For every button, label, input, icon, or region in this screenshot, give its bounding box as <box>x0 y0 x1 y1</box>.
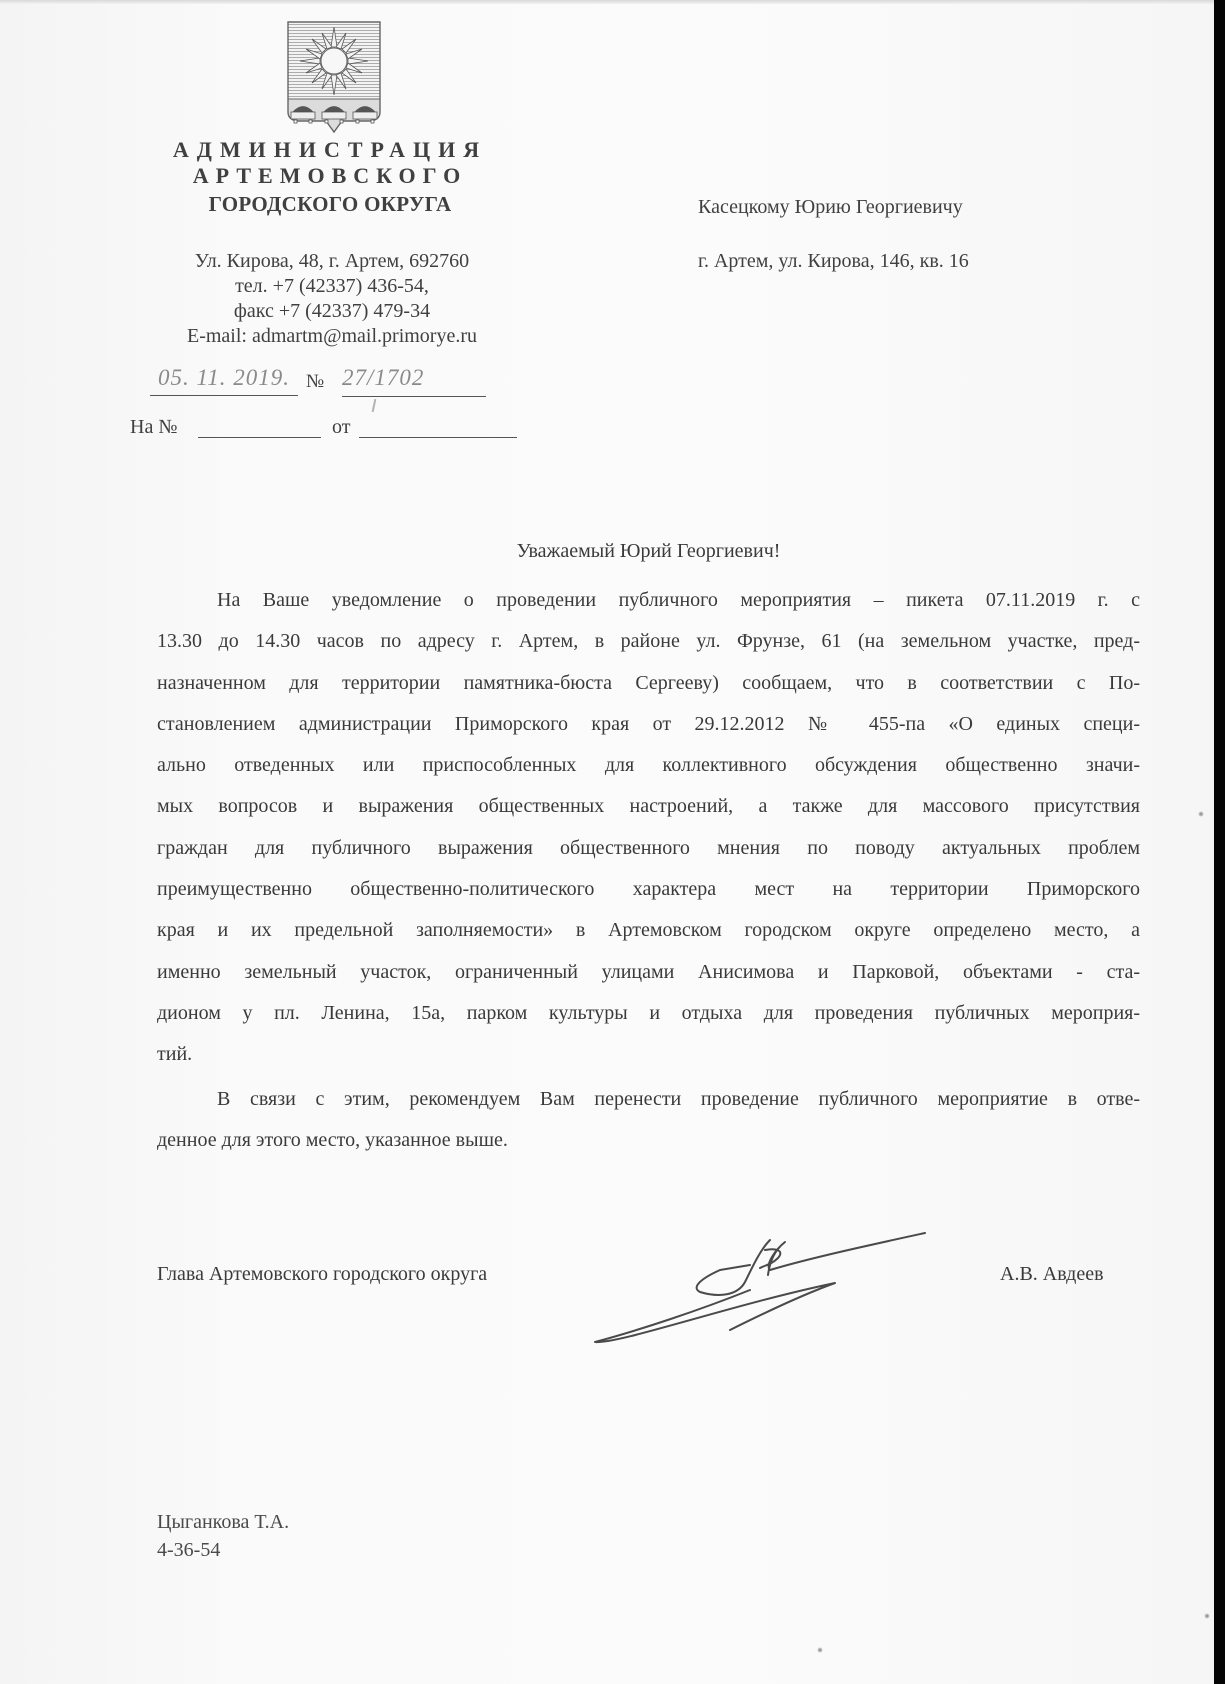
body-line: именно земельный участок, ограниченный улицами Анисимова и Парковой, объектами - ста- <box>157 960 1140 983</box>
body-line: края и их предельной заполняемости» в Артемовском городском округе определено место, а <box>157 919 1140 942</box>
org-email: E-mail: admartm@mail.primorye.ru <box>187 325 477 347</box>
body-line: ально отведенных или приспособленных для коллективного обсуждения общественно значи- <box>157 754 1140 777</box>
body-line: денное для этого место, указанное выше. <box>157 1129 508 1152</box>
body-line: граждан для публичного выражения общественного мнения по поводу актуальных проблем <box>157 836 1140 859</box>
org-name-line2: АРТЕМОВСКОГО <box>192 163 468 188</box>
body-line: В связи с этим, рекомендуем Вам перенести проведение публичного мероприятие в отве- <box>217 1088 1140 1110</box>
reference-number-blank <box>198 437 321 438</box>
reference-date-label: от <box>332 416 351 438</box>
executor-phone: 4-36-54 <box>157 1539 221 1561</box>
signature-icon <box>580 1220 940 1350</box>
outgoing-date-underline <box>150 395 298 396</box>
outgoing-date-handwritten: 05. 11. 2019. <box>157 365 291 390</box>
body-line: дионом у пл. Ленина, 15а, парком культуры и отдыха для проведения публичных мероприя- <box>157 1001 1140 1024</box>
outgoing-number-handwritten: 27/1702 <box>342 365 425 390</box>
body-line: тий. <box>157 1043 193 1066</box>
body-line: назначенном для территории памятника-бюста Сергееву) сообщаем, что в соответствии с По- <box>157 671 1140 694</box>
body-line: мых вопросов и выражения общественных настроений, а также для массового присутствия <box>157 795 1140 818</box>
scan-edge-strip <box>1214 0 1225 1684</box>
body-line: преимущественно общественно-политического характера мест на территории Приморского <box>157 878 1140 901</box>
coat-of-arms-icon <box>284 20 384 136</box>
signatory-title: Глава Артемовского городского округа <box>157 1263 488 1285</box>
paragraph-2 <box>157 1086 1140 1169</box>
executor-name: Цыганкова Т.А. <box>157 1511 290 1533</box>
org-name-line1: АДМИНИСТРАЦИЯ <box>172 137 488 162</box>
body-line: На Ваше уведомление о проведении публичного мероприятия – пикета 07.11.2019 г. с <box>217 589 1140 611</box>
scan-speck <box>1199 812 1203 816</box>
outgoing-number-label: № <box>306 371 325 392</box>
pen-mark <box>372 399 377 412</box>
salutation: Уважаемый Юрий Георгиевич! <box>516 540 781 562</box>
body-line: 13.30 до 14.30 часов по адресу г. Артем, в районе ул. Фрунзе, 61 (на земельном участке, пред- <box>157 630 1140 653</box>
scan-speck <box>818 1648 822 1652</box>
reference-date-blank <box>359 437 517 438</box>
paragraph-1 <box>157 587 1140 1083</box>
body-line: становлением администрации Приморского края от 29.12.2012 № 455-па «О единых специ- <box>157 712 1140 735</box>
org-name-line3: ГОРОДСКОГО ОКРУГА <box>208 192 452 216</box>
signatory-name: А.В. Авдеев <box>1000 1263 1104 1285</box>
outgoing-number-underline <box>342 396 486 397</box>
recipient-address: г. Артем, ул. Кирова, 146, кв. 16 <box>698 250 969 272</box>
scan-speck <box>1205 1614 1209 1618</box>
reference-number-label: На № <box>130 416 178 438</box>
org-address: Ул. Кирова, 48, г. Артем, 692760 <box>194 250 470 272</box>
recipient-name: Касецкому Юрию Георгиевичу <box>698 196 963 218</box>
org-fax: факс +7 (42337) 479-34 <box>233 300 431 322</box>
org-phone: тел. +7 (42337) 436-54, <box>235 275 429 297</box>
